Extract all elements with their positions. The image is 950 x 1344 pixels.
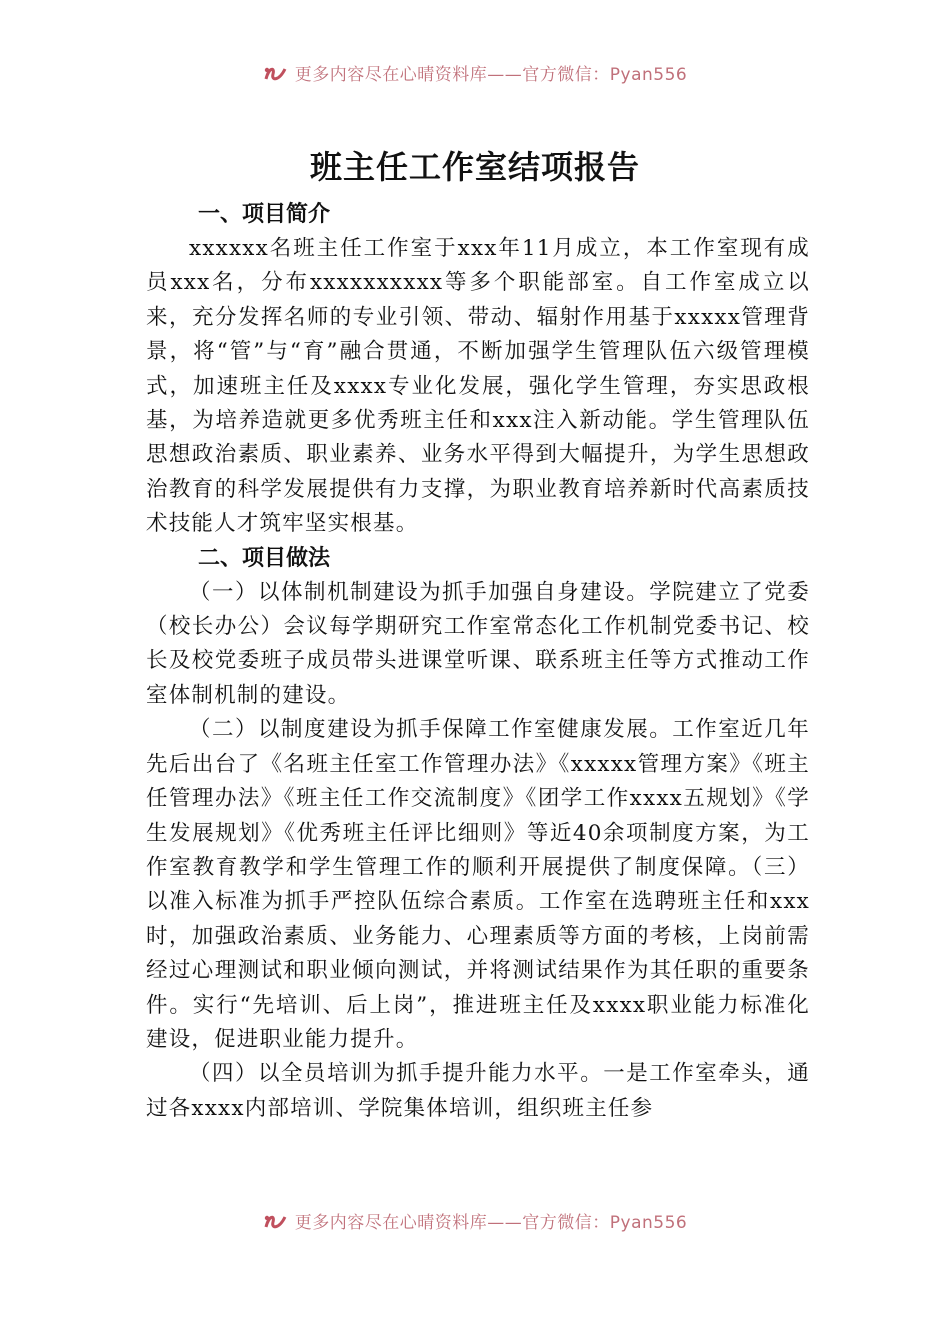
methods-paragraph-1: （一）以体制机制建设为抓手加强自身建设。学院建立了党委（校长办公）会议每学期研究工作室常态化工作机制党委书记、校长及校党委班子成员带头进课堂听课、联系班主任等方式推动工作室体制机制的建设。 [146, 579, 810, 708]
section-heading-intro: 一、项目简介 [198, 202, 331, 227]
watermark-text: 更多内容尽在心晴资料库——官方微信：Pyan556 [294, 65, 688, 85]
watermark-text: 更多内容尽在心晴资料库——官方微信：Pyan556 [294, 1213, 688, 1233]
footer-watermark [0, 1208, 950, 1232]
methods-paragraph-2: （二）以制度建设为抓手保障工作室健康发展。工作室近几年先后出台了《名班主任室工作管理办法》《xxxxx管理方案》《班主任管理办法》《班主任工作交流制度》《团学工作xxxx五规划》《学生发展规划》《优秀班主任评比细则》等近40余项制度方案，为工作室教育教学和学生管理工作的顺利开展提供了制度保障。（三）以准入标准为抓手严控队伍综合素质。工作室在选聘班主任和xxx时，加强政治素质、业务能力、心理素质等方面的考核，上岗前需经过心理测试和职业倾向测试，并将测试结果作为其任职的重要条件。实行“先培训、后上岗”，推进班主任及xxxx职业能力标准化建设，促进职业能力提升。 [146, 717, 810, 1052]
intro-paragraph: xxxxxx名班主任工作室于xxx年11月成立，本工作室现有成员xxx名，分布xxxxxxxxxx等多个职能部室。自工作室成立以来，充分发挥名师的专业引领、带动、辐射作用基于xxxxx管理背景，将“管”与“育”融合贯通，不断加强学生管理队伍六级管理模式，加速班主任及xxxx专业化发展，强化学生管理，夯实思政根基，为培养造就更多优秀班主任和xxx注入新动能。学生管理队伍思想政治素质、职业素养、业务水平得到大幅提升，为学生思想政治教育的科学发展提供有力支撑，为职业教育培养新时代高素质技术技能人才筑牢坚实根基。 [146, 236, 810, 537]
document-title: 班主任工作室结项报告 [309, 148, 640, 186]
ribbon-logo-icon [263, 1213, 289, 1231]
document-body [146, 198, 810, 1126]
header-watermark [0, 60, 950, 84]
section-heading-methods: 二、项目做法 [198, 545, 331, 571]
methods-paragraph-3: （四）以全员培训为抓手提升能力水平。一是工作室牵头，通过各xxxx内部培训、学院集体培训，组织班主任参 [146, 1061, 810, 1121]
ribbon-logo-icon [263, 65, 289, 83]
